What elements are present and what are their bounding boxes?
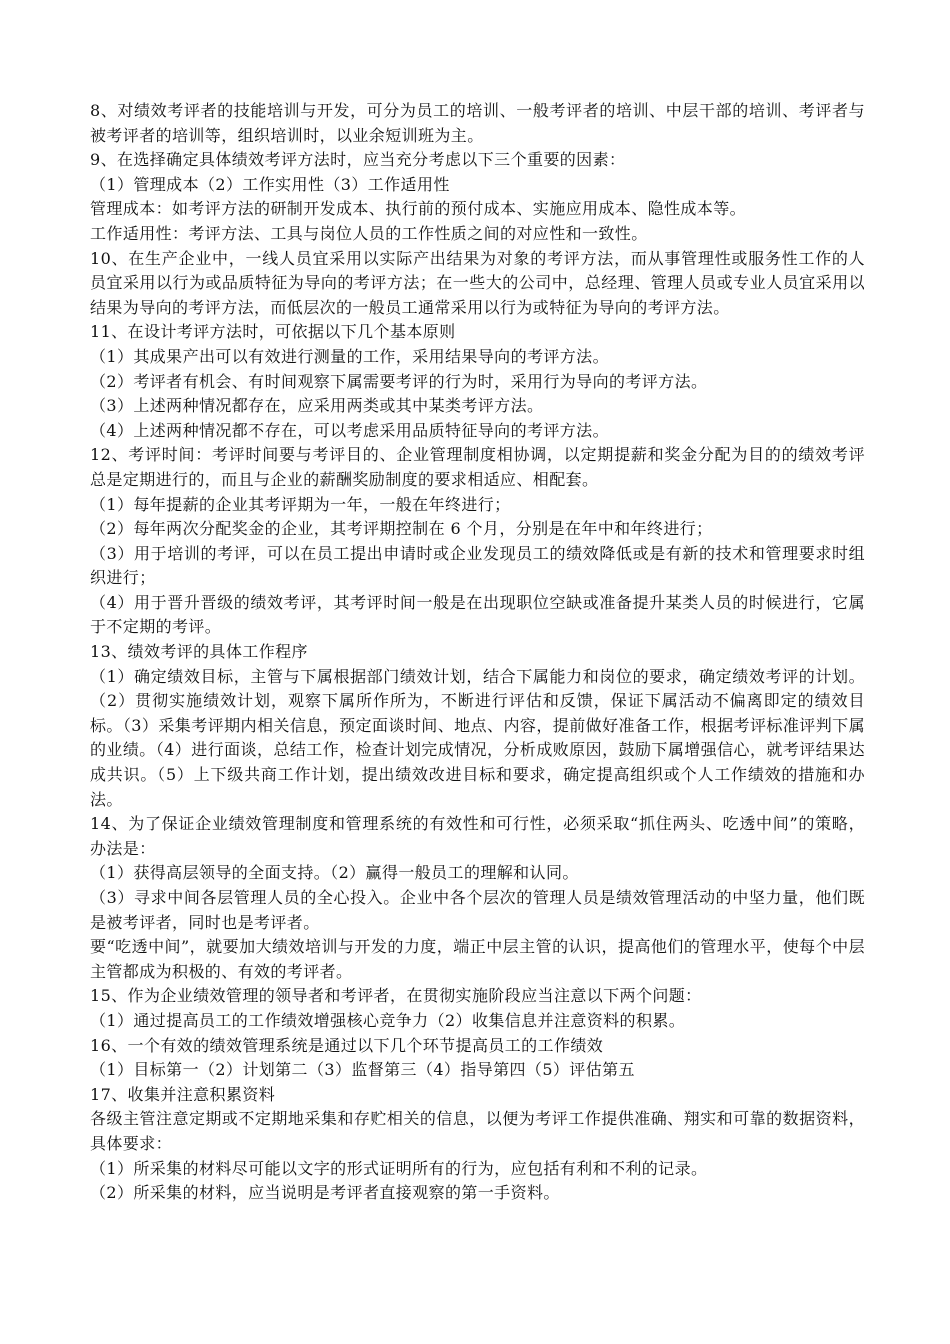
paragraph-timing-4: （4）用于晋升晋级的绩效考评，其考评时间一般是在出现职位空缺或准备提升某类人员的时候进行，它属于不定期的考评。 xyxy=(90,592,865,637)
paragraph-work-applicability: 工作适用性：考评方法、工具与岗位人员的工作性质之间的对应性和一致性。 xyxy=(90,223,648,243)
paragraph-item-10-production: 10、在生产企业中，一线人员宜采用以实际产出结果为对象的考评方法，而从事管理性或服务性工作的人员宜采用以行为或品质特征为导向的考评方法；在一些大的公司中，总经理、管理人员或专业人员宜采用以结果为导向的考评方法，而低层次的一般员工通常采用以行为或特征为导向的考评方法。 xyxy=(90,248,865,317)
paragraph-item-17-data: 17、收集并注意积累资料 xyxy=(90,1084,276,1104)
paragraph-data-requirements: 各级主管注意定期或不定期地采集和存贮相关的信息，以便为考评工作提供准确、翔实和可靠的数据资料，具体要求： xyxy=(90,1109,865,1153)
paragraph-management-cost: 管理成本：如考评方法的研制开发成本、执行前的预付成本、实施应用成本、隐性成本等。 xyxy=(90,199,747,219)
document-page xyxy=(90,99,865,1206)
paragraph-leader-issues: （1）通过提高员工的工作绩效增强核心竞争力（2）收集信息并注意资料的积累。 xyxy=(90,1010,686,1030)
paragraph-requirement-1: （1）所采集的材料尽可能以文字的形式证明所有的行为，应包括有利和不利的记录。 xyxy=(90,1158,708,1178)
paragraph-timing-1: （1）每年提薪的企业其考评期为一年，一般在年终进行； xyxy=(90,494,511,514)
paragraph-timing-3: （3）用于培训的考评，可以在员工提出申请时或企业发现员工的绩效降低或是有新的技术和管理要求时组织进行； xyxy=(90,543,865,588)
paragraph-principle-4: （4）上述两种情况都不存在，可以考虑采用品质特征导向的考评方法。 xyxy=(90,420,609,440)
paragraph-strategy-3: （3）寻求中间各层管理人员的全心投入。企业中各个层次的管理人员是绩效管理活动的中坚力量，他们既是被考评者，同时也是考评者。 xyxy=(90,888,865,932)
paragraph-item-15-leaders: 15、作为企业绩效管理的领导者和考评者，在贯彻实施阶段应当注意以下两个问题： xyxy=(90,986,702,1006)
paragraph-principle-3: （3）上述两种情况都存在，应采用两类或其中某类考评方法。 xyxy=(90,396,544,416)
paragraph-system-steps: （1）目标第一（2）计划第二（3）监督第三（4）指导第四（5）评估第五 xyxy=(90,1060,635,1080)
paragraph-middle-managers: 要“吃透中间”，就要加大绩效培训与开发的力度，端正中层主管的认识，提高他们的管理水平，使每个中层主管都成为积极的、有效的考评者。 xyxy=(90,937,865,981)
paragraph-principle-2: （2）考评者有机会、有时间观察下属需要考评的行为时，采用行为导向的考评方法。 xyxy=(90,371,708,391)
paragraph-item-8-training: 8、对绩效考评者的技能培训与开发，可分为员工的培训、一般考评者的培训、中层干部的培训、考评者与被考评者的培训等，组织培训时，以业余短训班为主。 xyxy=(90,101,865,145)
paragraph-principle-1: （1）其成果产出可以有效进行测量的工作，采用结果导向的考评方法。 xyxy=(90,346,609,366)
paragraph-item-16-system: 16、一个有效的绩效管理系统是通过以下几个环节提高员工的工作绩效 xyxy=(90,1035,604,1055)
paragraph-strategy-1-2: （1）获得高层领导的全面支持。（2）赢得一般员工的理解和认同。 xyxy=(90,863,579,883)
paragraph-timing-2: （2）每年两次分配奖金的企业，其考评期控制在 6 个月，分别是在年中和年终进行； xyxy=(90,519,713,539)
paragraph-factor-list: （1）管理成本（2）工作实用性（3）工作适用性 xyxy=(90,174,450,194)
paragraph-item-9-method-factors: 9、在选择确定具体绩效考评方法时，应当充分考虑以下三个重要的因素： xyxy=(90,150,626,170)
paragraph-procedure-steps: （1）确定绩效目标，主管与下属根据部门绩效计划，结合下属能力和岗位的要求，确定绩效考评的计划。（2）贯彻实施绩效计划，观察下属所作所为，不断进行评估和反馈，保证下属活动不偏离即定的绩效目标。（3）采集考评期内相关信息，预定面谈时间、地点、内容，提前做好准备工作，根据考评标准评判下属的业绩。（4）进行面谈，总结工作，检查计划完成情况，分析成败原因，鼓励下属增强信心，就考评结果达成共识。（5）上下级共商工作计划，提出绩效改进目标和要求，确定提高组织或个人工作绩效的措施和办法。 xyxy=(90,666,865,809)
paragraph-requirement-2: （2）所采集的材料，应当说明是考评者直接观察的第一手资料。 xyxy=(90,1183,560,1203)
paragraph-item-14-strategy: 14、为了保证企业绩效管理制度和管理系统的有效性和可行性，必须采取“抓住两头、吃透中间”的策略，办法是： xyxy=(90,814,865,858)
paragraph-item-12-timing: 12、考评时间：考评时间要与考评目的、企业管理制度相协调，以定期提薪和奖金分配为目的的绩效考评总是定期进行的，而且与企业的薪酬奖励制度的要求相适应、相配套。 xyxy=(90,445,865,489)
paragraph-item-13-procedure: 13、绩效考评的具体工作程序 xyxy=(90,642,308,662)
paragraph-item-11-principles: 11、在设计考评方法时，可依据以下几个基本原则 xyxy=(90,322,456,342)
